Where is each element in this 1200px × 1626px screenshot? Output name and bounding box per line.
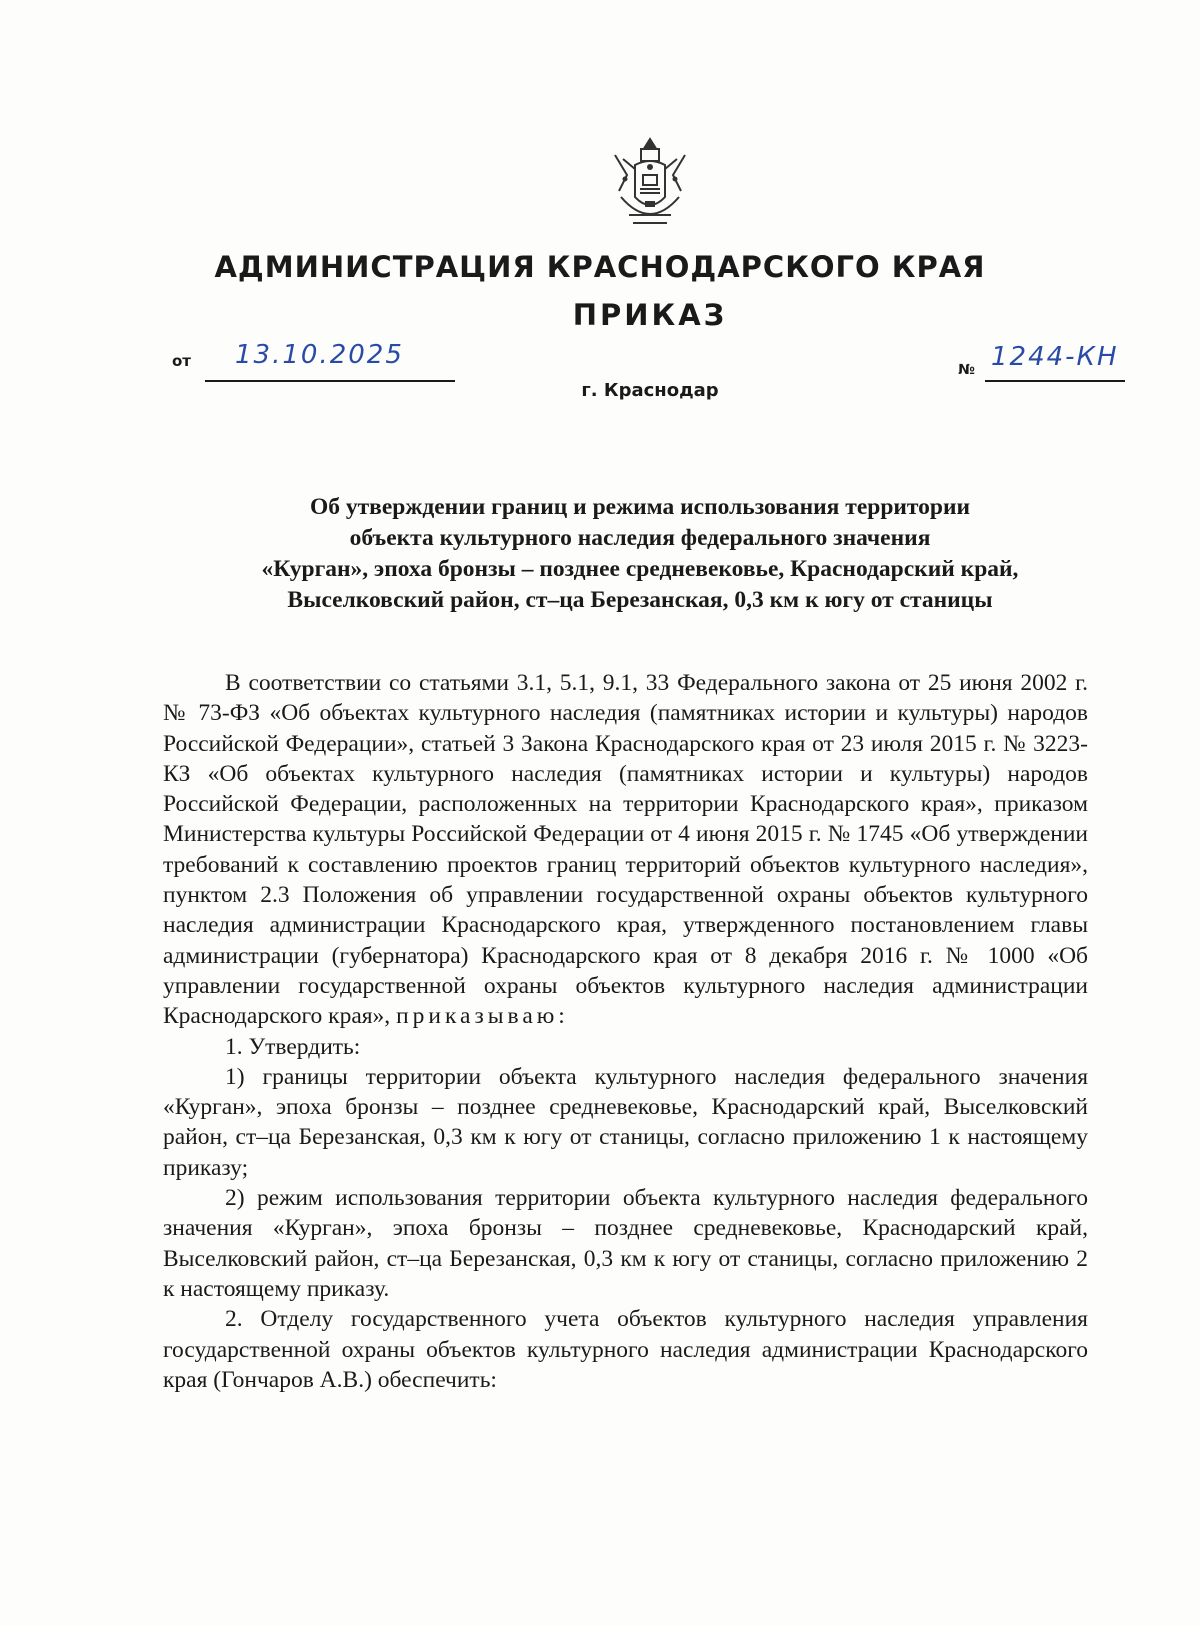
handwritten-number: 1244-КН [991,342,1119,372]
title-line: Об утверждении границ и режима использования территории [309,494,971,520]
order-word: приказываю: [396,1003,569,1030]
document-body [163,668,1088,1395]
preamble-text: В соответствии со статьями 3.1, 5.1, 9.1, 33 Федерального закона от 25 июня 2002 г. № 73-ФЗ «Об объектах культурного наследия (памятниках истории и культуры) народов Российской Федерации», статьей 3 Закона Краснодарского края от 23 июля 2015 г. № 3223-КЗ «Об объектах культурного наследия (памятниках истории и культуры) народов Российской Федерации, расположенных на территории Краснодарского края», приказом Министерства культуры Российской Федерации от 4 июня 2015 г. № 1745 «Об утверждении требований к составлению проектов границ территорий объектов культурного наследия», пунктом 2.3 Положения об управлении государственной охраны объектов культурного наследия администрации Краснодарского края, утвержденного постановлением главы администрации (губернатора) Краснодарского края от 8 декабря 2016 г. № 1000 «Об управлении государственной охраны объектов культурного наследия администрации Краснодарского края», [163,670,1088,1030]
item-2: 2. Отделу государственного учета объектов культурного наследия управления государственной охраны объектов культурного наследия администрации Краснодарского края (Гончаров А.В.) обеспечить: [163,1306,1088,1393]
city: г. Краснодар [581,380,719,401]
item-1-1: 1) границы территории объекта культурного наследия федерального значения «Курган», эпоха бронзы – позднее средневековье, Краснодарский край, Выселковский район, ст–ца Березанская, 0,3 км к югу от станицы, согласно приложению 1 к настоящему приказу; [163,1063,1088,1181]
number-prefix: № [958,362,975,378]
item-1: 1. Утвердить: [225,1033,361,1060]
title-line: объекта культурного наследия федерального значения [349,525,931,551]
date-prefix: от [172,352,191,370]
number-field [985,342,1125,382]
organization-name: АДМИНИСТРАЦИЯ КРАСНОДАРСКОГО КРАЯ [214,250,986,284]
handwritten-date: 13.10.2025 [235,340,404,370]
coat-of-arms-emblem [605,135,695,235]
document-type: ПРИКАЗ [572,298,728,332]
title-line: «Курган», эпоха бронзы – позднее средневековье, Краснодарский край, [261,556,1019,582]
preamble-paragraph [163,668,1088,1032]
document-title [170,492,1110,616]
title-line: Выселковский район, ст–ца Березанская, 0,3 км к югу от станицы [287,587,993,613]
item-1-2: 2) режим использования территории объекта культурного наследия федерального значения «Курган», эпоха бронзы – позднее средневековье, Краснодарский край, Выселковский район, ст–ца Березанская, 0,3 км к югу от станицы, согласно приложению 2 к настоящему приказу. [163,1185,1088,1302]
date-field [205,340,455,382]
